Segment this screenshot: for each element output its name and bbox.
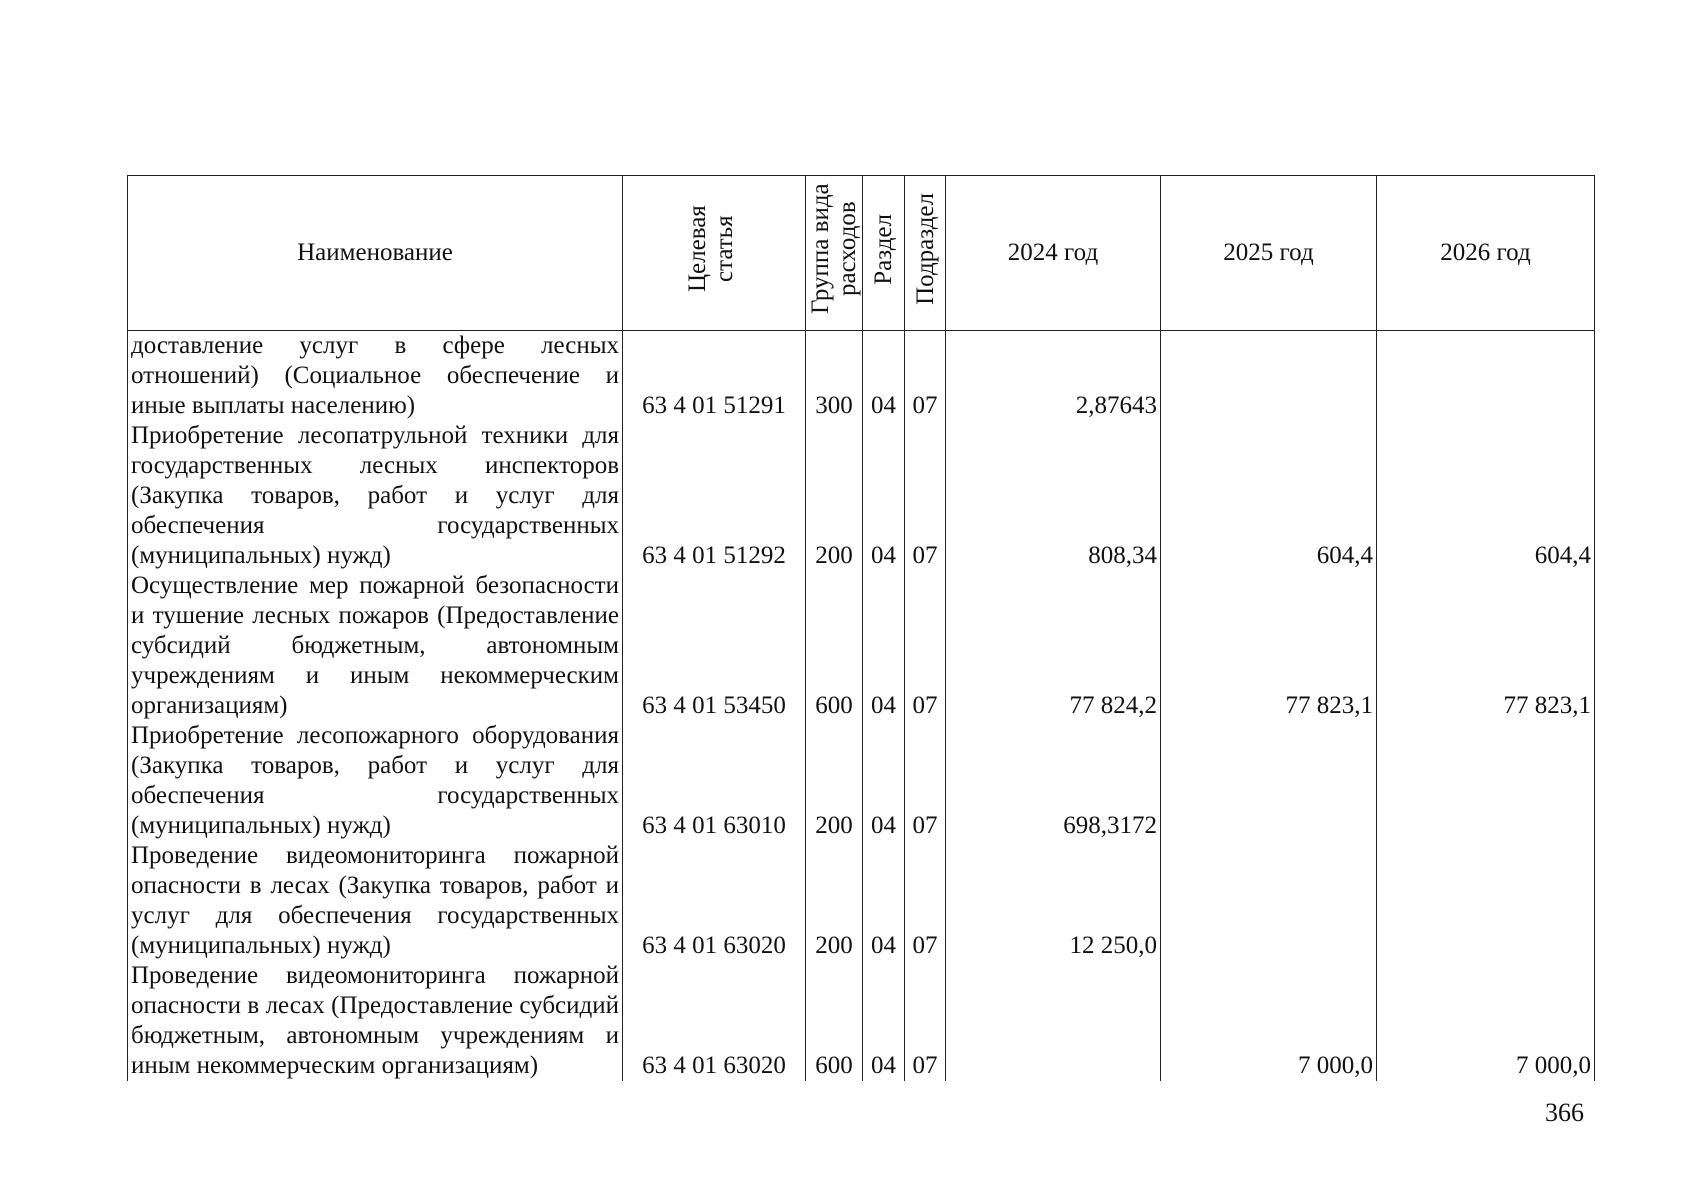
row-article: 63 4 01 53450: [623, 571, 806, 721]
row-subsection: 07: [905, 421, 946, 571]
row-subsection: 07: [905, 331, 946, 422]
header-row: [128, 176, 1595, 331]
row-group: 200: [806, 721, 863, 841]
row-2026: [1377, 841, 1595, 961]
budget-table: [127, 175, 1595, 1081]
row-name: Приобретение лесопожарного оборудования (Закупка товаров, работ и услуг для обеспечения государственных (муниципальных) нужд): [128, 721, 623, 841]
row-2025: 604,4: [1161, 421, 1377, 571]
header-2026: 2026 год: [1377, 176, 1595, 331]
row-name: Осуществление мер пожарной безопасности и тушение лесных пожаров (Предоставление субсидий бюджетным, автономным учреждениям и иным некоммерческим организациям): [128, 571, 623, 721]
row-section: 04: [863, 421, 905, 571]
row-group: 200: [806, 421, 863, 571]
row-2024: 77 824,2: [946, 571, 1161, 721]
row-subsection: 07: [905, 961, 946, 1081]
row-2025: [1161, 331, 1377, 422]
row-2024: 12 250,0: [946, 841, 1161, 961]
row-article: 63 4 01 63020: [623, 961, 806, 1081]
row-group: 200: [806, 841, 863, 961]
row-2025: [1161, 841, 1377, 961]
header-name: Наименование: [128, 176, 623, 331]
row-article: 63 4 01 51292: [623, 421, 806, 571]
row-2024: 808,34: [946, 421, 1161, 571]
row-2026: [1377, 331, 1595, 422]
row-name: доставление услуг в сфере лесных отношений) (Социальное обеспечение и иные выплаты населению): [128, 331, 623, 422]
table-row: [128, 841, 1595, 961]
row-article: 63 4 01 63020: [623, 841, 806, 961]
row-2024: 698,3172: [946, 721, 1161, 841]
row-2024: 2,87643: [946, 331, 1161, 422]
row-section: 04: [863, 961, 905, 1081]
header-target-article: Целевая статья: [623, 176, 806, 331]
row-subsection: 07: [905, 721, 946, 841]
row-section: 04: [863, 571, 905, 721]
header-2024: 2024 год: [946, 176, 1161, 331]
table-row: [128, 571, 1595, 721]
row-subsection: 07: [905, 571, 946, 721]
row-section: 04: [863, 841, 905, 961]
row-2026: [1377, 721, 1595, 841]
row-2024: [946, 961, 1161, 1081]
table-row: [128, 961, 1595, 1081]
row-2025: [1161, 721, 1377, 841]
row-group: 600: [806, 961, 863, 1081]
header-subsection: Подраздел: [905, 176, 946, 331]
header-2025: 2025 год: [1161, 176, 1377, 331]
row-2026: 77 823,1: [1377, 571, 1595, 721]
row-name: Проведение видеомониторинга пожарной опасности в лесах (Закупка товаров, работ и услуг для обеспечения государственных (муниципальных) нужд): [128, 841, 623, 961]
row-section: 04: [863, 331, 905, 422]
row-name: Проведение видеомониторинга пожарной опасности в лесах (Предоставление субсидий бюджетным, автономным учреждениям и иным некоммерческим организациям): [128, 961, 623, 1081]
row-name: Приобретение лесопатрульной техники для государственных лесных инспекторов (Закупка товаров, работ и услуг для обеспечения государственных (муниципальных) нужд): [128, 421, 623, 571]
header-section: Раздел: [863, 176, 905, 331]
row-subsection: 07: [905, 841, 946, 961]
row-2026: 7 000,0: [1377, 961, 1595, 1081]
header-expense-group: Группа вида расходов: [806, 176, 863, 331]
table-row: [128, 721, 1595, 841]
row-2025: 7 000,0: [1161, 961, 1377, 1081]
row-section: 04: [863, 721, 905, 841]
page-number: 366: [1545, 1098, 1584, 1127]
row-article: 63 4 01 51291: [623, 331, 806, 422]
row-group: 600: [806, 571, 863, 721]
row-2026: 604,4: [1377, 421, 1595, 571]
row-group: 300: [806, 331, 863, 422]
row-article: 63 4 01 63010: [623, 721, 806, 841]
table-row: [128, 421, 1595, 571]
row-2025: 77 823,1: [1161, 571, 1377, 721]
table-row: [128, 331, 1595, 422]
